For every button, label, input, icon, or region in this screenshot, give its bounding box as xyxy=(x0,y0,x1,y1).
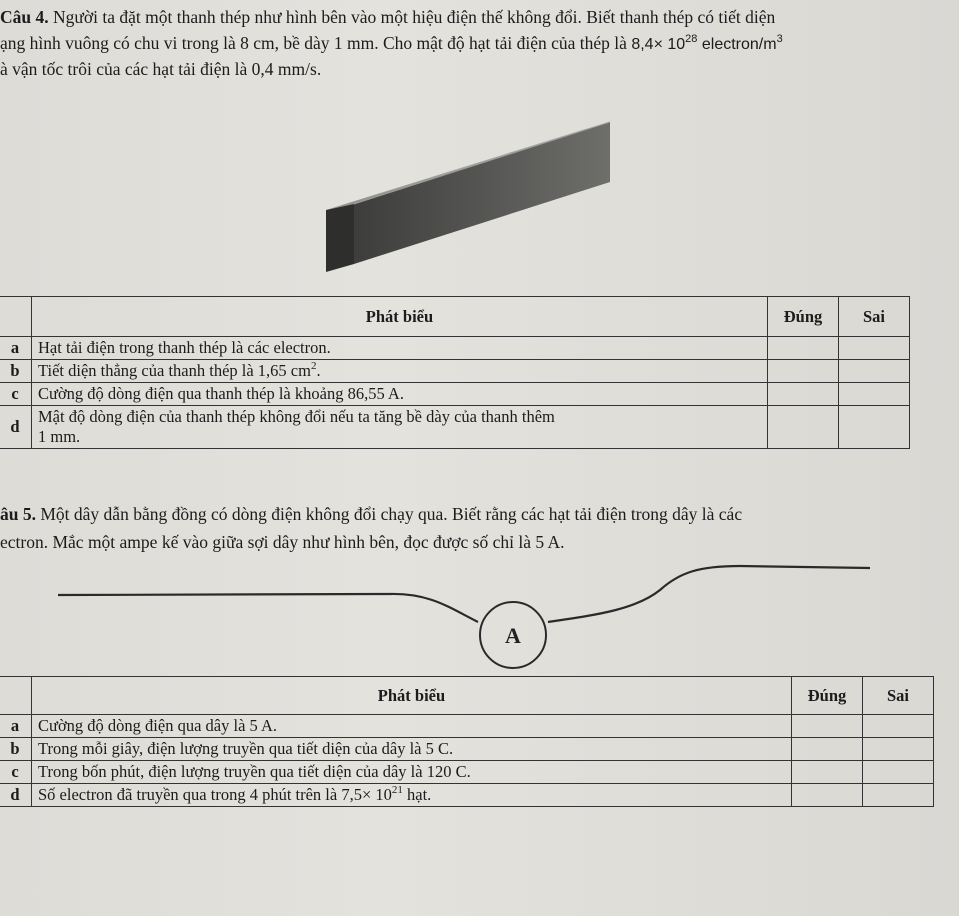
q4-header-false: Sai xyxy=(839,297,910,337)
q5-header-false: Sai xyxy=(863,677,934,715)
q5-line1: âu 5. Một dây dẫn bằng đồng có dòng điện không đổi chạy qua. Biết rằng các hạt tải điện trong dây là các xyxy=(0,504,743,524)
q5-row-d: d Số electron đã truyền qua trong 4 phút trên là $7,5\times 10^{21}$ hạt. xyxy=(0,784,934,807)
q5-c-false-cell[interactable] xyxy=(863,761,934,784)
q4-header-statement: Phát biểu xyxy=(32,297,768,337)
q4-line1: Câu 4. Người ta đặt một thanh thép như hình bên vào một hiệu điện thế không đổi. Biết thanh thép có tiết diện xyxy=(0,7,776,27)
q4-row-c: c Cường độ dòng điện qua thanh thép là khoảng 86,55 A. xyxy=(0,383,910,406)
q5-row-b: b Trong mỗi giây, điện lượng truyền qua tiết diện của dây là 5 C. xyxy=(0,738,934,761)
q5-d-false-cell[interactable] xyxy=(863,784,934,807)
wire-left xyxy=(58,594,478,622)
q4-c-false-cell[interactable] xyxy=(839,383,910,406)
steel-bar-figure xyxy=(320,112,620,282)
q5-row-a: a Cường độ dòng điện qua dây là 5 A. xyxy=(0,715,934,738)
q4-d-true-cell[interactable] xyxy=(768,406,839,449)
q4-a-true-cell[interactable] xyxy=(768,337,839,360)
q4-row-a: a Hạt tải điện trong thanh thép là các electron. xyxy=(0,337,910,360)
ammeter-label: A xyxy=(505,623,521,648)
q4-b-true-cell[interactable] xyxy=(768,360,839,383)
q4-d-false-cell[interactable] xyxy=(839,406,910,449)
q4-b-false-cell[interactable] xyxy=(839,360,910,383)
ammeter-circuit-figure xyxy=(50,560,890,672)
steel-bar-front-face xyxy=(354,122,610,264)
q5-a-true-cell[interactable] xyxy=(792,715,863,738)
q5-line2: ectron. Mắc một ampe kế vào giữa sợi dây như hình bên, đọc được số chỉ là 5 A. xyxy=(0,532,565,552)
q5-c-true-cell[interactable] xyxy=(792,761,863,784)
steel-bar-end-face xyxy=(326,204,354,272)
q5-header-statement: Phát biểu xyxy=(32,677,792,715)
q5-b-true-cell[interactable] xyxy=(792,738,863,761)
q5-header-true: Đúng xyxy=(792,677,863,715)
q4-table xyxy=(0,296,910,449)
q4-c-true-cell[interactable] xyxy=(768,383,839,406)
q5-b-false-cell[interactable] xyxy=(863,738,934,761)
q4-row-b: b Tiết diện thẳng của thanh thép là 1,65 $cm^2$. xyxy=(0,360,910,383)
q5-table xyxy=(0,676,934,807)
q4-header-true: Đúng xyxy=(768,297,839,337)
q4-row-d: d Mật độ dòng điện của thanh thép không đổi nếu ta tăng bề dày của thanh thêm 1 mm. xyxy=(0,406,910,449)
q4-line2: ạng hình vuông có chu vi trong là 8 cm, bề dày 1 mm. Cho mật độ hạt tải điện của thép là $8,4\times 10^{28}$ electron/$m^3$ xyxy=(0,33,783,53)
q4-a-false-cell[interactable] xyxy=(839,337,910,360)
wire-right xyxy=(548,566,870,622)
q5-a-false-cell[interactable] xyxy=(863,715,934,738)
q5-row-c: c Trong bốn phút, điện lượng truyền qua tiết diện của dây là 120 C. xyxy=(0,761,934,784)
q4-line3: à vận tốc trôi của các hạt tải điện là 0,4 mm/s. xyxy=(0,59,322,79)
density-value: $8,4\times 10^{28}$ electron/$m^3$ xyxy=(631,33,783,53)
q5-d-true-cell[interactable] xyxy=(792,784,863,807)
